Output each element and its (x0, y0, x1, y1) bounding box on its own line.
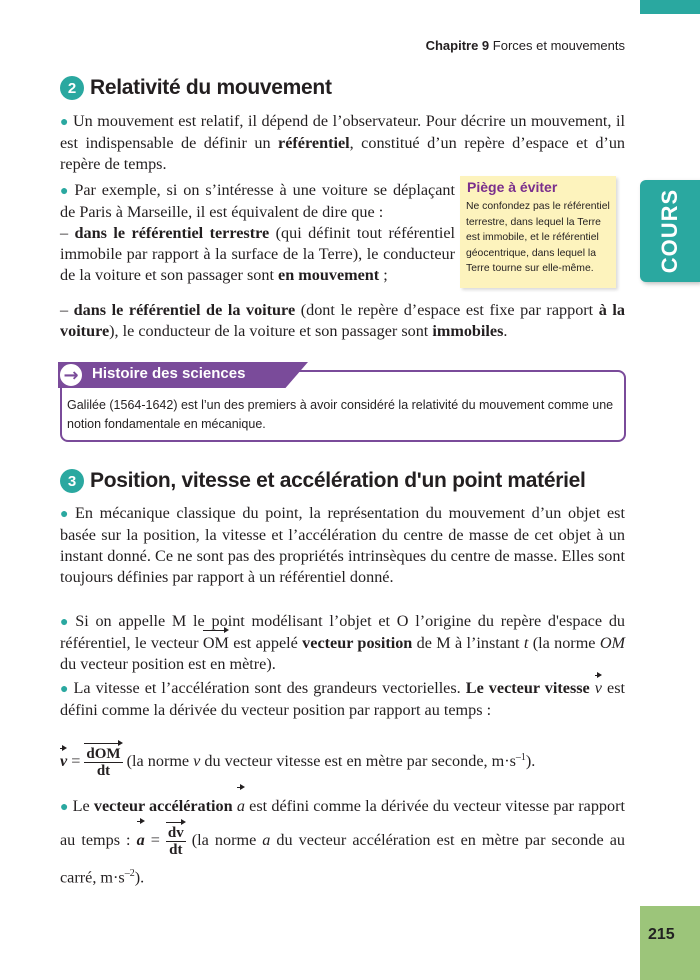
bullet-icon: ● (60, 507, 72, 522)
section-3-paragraph-1: ● En mécanique classique du point, la représentation du mouvement d’un objet est basée sur la position, la vitesse et l’accélération du centre de masse de cet objet à un instant donné. Ce ne sont pas des propriétés intrinsèques du centre de masse. Elles sont toujours définies par rapport à un référentiel donné. (60, 504, 625, 586)
section-2-heading (60, 76, 332, 100)
section-2-paragraph-2: ● Par exemple, si on s’intéresse à une voiture se déplaçant de Paris à Marseille, il est équivalent de dire que : – dans le référentiel terrestre (qui définit tout référentiel immobile par rapport à la surface de la Terre), le conducteur de la voiture et son passager sont en mouvement ; (60, 181, 456, 284)
velocity-equation: v = $\frac{\text{dOM}}{dt}$ (la norme v du vecteur vitesse est en mètre par seconde, $m\cdot s^{-1}$). (60, 746, 536, 779)
vector-a: a (237, 790, 245, 822)
section-3-heading (60, 469, 586, 493)
page-number: 215 (648, 926, 675, 943)
section-3-paragraph-2: ● Si on appelle M le point modélisant l’objet et O l’origine du repère d'espace du référentiel, le vecteur OM est appelé vecteur position de M à l’instant t (la norme OM du vecteur position est en mètre). (60, 612, 626, 673)
bullet-icon: ● (60, 615, 72, 630)
chapter-subject: Forces et mouvements (492, 38, 625, 53)
chapter-label: Chapitre 9 (425, 38, 490, 53)
history-text: Galilée (1564-1642) est l’un des premiers à avoir considéré la relativité du mouvement comme une notion fondamentale en mécanique. (67, 398, 614, 431)
trap-title: Piège à éviter (467, 179, 558, 195)
section-2-paragraph-3: – dans le référentiel de la voiture (dont le repère d’espace est fixe par rapport à la voiture), le conducteur de la voiture et son passager sont immobiles. (60, 301, 626, 340)
trap-text: Ne confondez pas le référentiel terrestre, dans lequel la Terre est immobile, et le référentiel géocentrique, dans lequel la Terre tourne sur elle-même. (466, 201, 610, 274)
section-3-paragraph-3: ● La vitesse et l’accélération sont des grandeurs vectorielles. Le vecteur vitesse v est défini comme la dérivée du vecteur position par rapport au temps : (60, 679, 625, 719)
top-accent-bar (640, 0, 700, 14)
page-number-tab (640, 906, 700, 980)
bullet-icon: ● (60, 184, 71, 199)
running-header (426, 38, 625, 53)
cours-label: COURS (657, 188, 682, 274)
bullet-icon: ● (60, 115, 69, 130)
trap-callout (460, 176, 616, 288)
section-title: Position, vitesse et accélération d'un point matériel (90, 469, 586, 492)
vector-v: v (594, 679, 602, 697)
history-title: Histoire des sciences (92, 365, 246, 382)
section-title: Relativité du mouvement (90, 76, 332, 99)
fraction-dom-dt: $\frac{\text{dOM}}{dt}$ (86, 746, 121, 779)
section-number-badge: 2 (60, 76, 84, 100)
section-2-paragraph-1: ● Un mouvement est relatif, il dépend de l’observateur. Pour décrire un mouvement, il est indispensable de définir un référentiel, constitué d’un repère d’espace et d’un repère de temps. (60, 112, 626, 173)
vector-om: OM (202, 634, 229, 652)
section-number-badge: 3 (60, 469, 84, 493)
vector-v: v (60, 752, 68, 771)
arrow-right-icon: → (58, 362, 84, 388)
section-3-paragraph-4: ● Le vecteur accélération a est défini comme la dérivée du vecteur vitesse par rapport au temps : a = $\frac{dv}{dt}$ (la norme a du vecteur accélération est en mètre par seconde au carré, $m\cdot s^{-2}$). (60, 790, 625, 893)
bullet-icon: ● (60, 800, 69, 815)
fraction-dv-dt: $\frac{dv}{dt}$ (167, 824, 184, 858)
bullet-icon: ● (60, 682, 70, 697)
cours-side-tab (640, 180, 700, 282)
vector-a: a (137, 824, 145, 856)
